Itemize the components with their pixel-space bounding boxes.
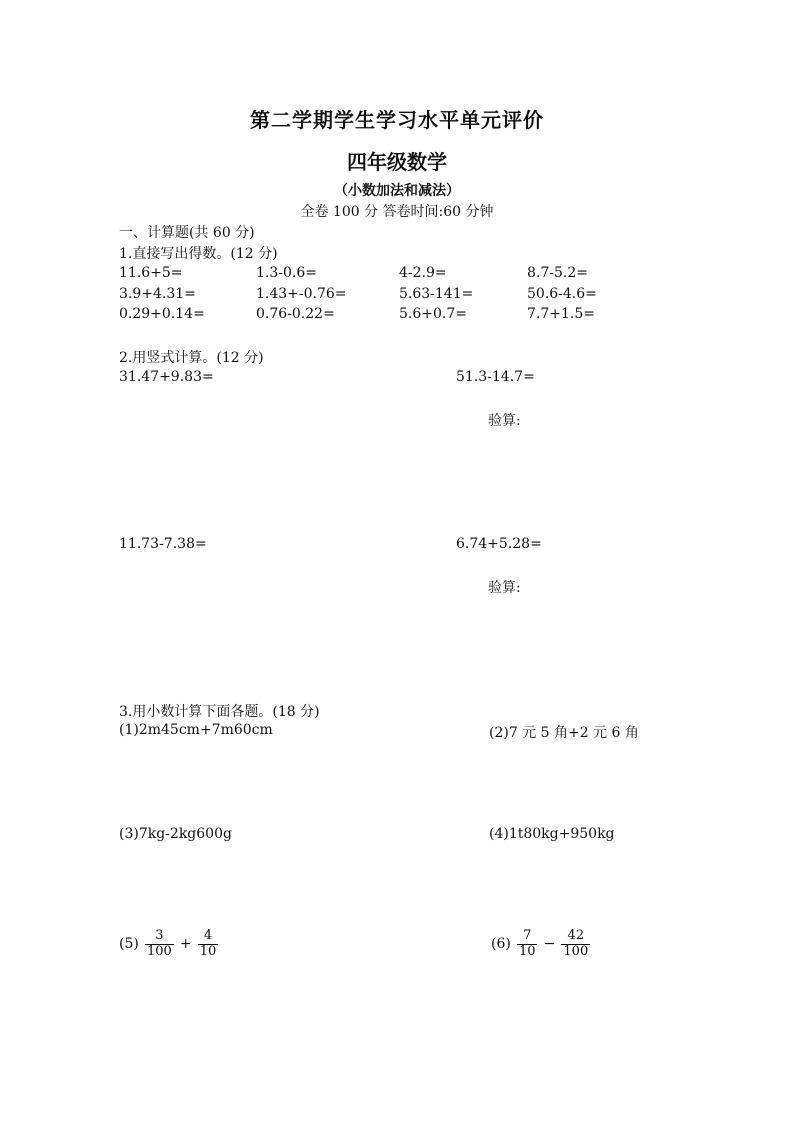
calc-item: 4-2.9= [399, 265, 447, 281]
page-title: 第二学期学生学习水平单元评价 [250, 108, 544, 132]
unit-subtitle: （小数加法和减法） [334, 183, 460, 199]
vertical-calc-item: 6.74+5.28= [456, 536, 542, 552]
fraction-denominator: 10 [518, 943, 536, 959]
check-label: 验算: [488, 413, 521, 429]
fraction-problem [491, 929, 591, 960]
fraction-problem [119, 929, 219, 960]
calc-item: 5.6+0.7= [399, 306, 467, 322]
section-1-title: 一、计算题(共 60 分) [119, 225, 255, 241]
vertical-calc-item: 31.47+9.83= [119, 369, 214, 385]
calc-item: 5.63-141= [399, 286, 474, 302]
question-2-title: 2.用竖式计算。(12 分) [119, 350, 264, 366]
calc-item: 0.76-0.22= [256, 306, 335, 322]
word-problem-item: (1)2m45cm+7m60cm [119, 722, 273, 738]
fraction [517, 929, 538, 960]
fraction-problem-label: (5) [119, 936, 139, 953]
calc-item: 3.9+4.31= [119, 286, 196, 302]
operator: − [543, 936, 556, 953]
exam-info: 全卷 100 分 答卷时间:60 分钟 [300, 204, 494, 220]
fraction-denominator: 100 [146, 943, 172, 959]
grade-subject: 四年级数学 [347, 150, 447, 174]
check-label: 验算: [488, 580, 521, 596]
fraction-numerator: 42 [567, 928, 585, 943]
fraction [198, 929, 219, 960]
word-problem-item: (3)7kg-2kg600g [119, 826, 232, 842]
word-problem-item: (2)7 元 5 角+2 元 6 角 [489, 725, 639, 741]
fraction [561, 929, 590, 960]
question-3-title: 3.用小数计算下面各题。(18 分) [119, 704, 320, 720]
fraction-numerator: 4 [203, 928, 213, 943]
calc-item: 1.3-0.6= [256, 265, 317, 281]
vertical-calc-item: 51.3-14.7= [456, 369, 535, 385]
fraction-numerator: 7 [523, 928, 532, 943]
vertical-calc-item: 11.73-7.38= [119, 536, 207, 552]
fraction-numerator: 3 [155, 928, 164, 943]
calc-item: 50.6-4.6= [527, 286, 597, 302]
fraction-problem-label: (6) [491, 936, 511, 953]
calc-item: 7.7+1.5= [527, 306, 595, 322]
calc-item: 1.43+-0.76= [256, 286, 347, 302]
calc-item: 8.7-5.2= [527, 265, 588, 281]
calc-item: 11.6+5= [119, 265, 183, 281]
calc-item: 0.29+0.14= [119, 306, 205, 322]
word-problem-item: (4)1t80kg+950kg [489, 826, 615, 842]
operator: + [179, 936, 192, 953]
fraction-denominator: 10 [199, 943, 217, 959]
question-1-title: 1.直接写出得数。(12 分) [119, 246, 278, 262]
fraction-denominator: 100 [563, 943, 589, 959]
fraction [145, 929, 174, 960]
